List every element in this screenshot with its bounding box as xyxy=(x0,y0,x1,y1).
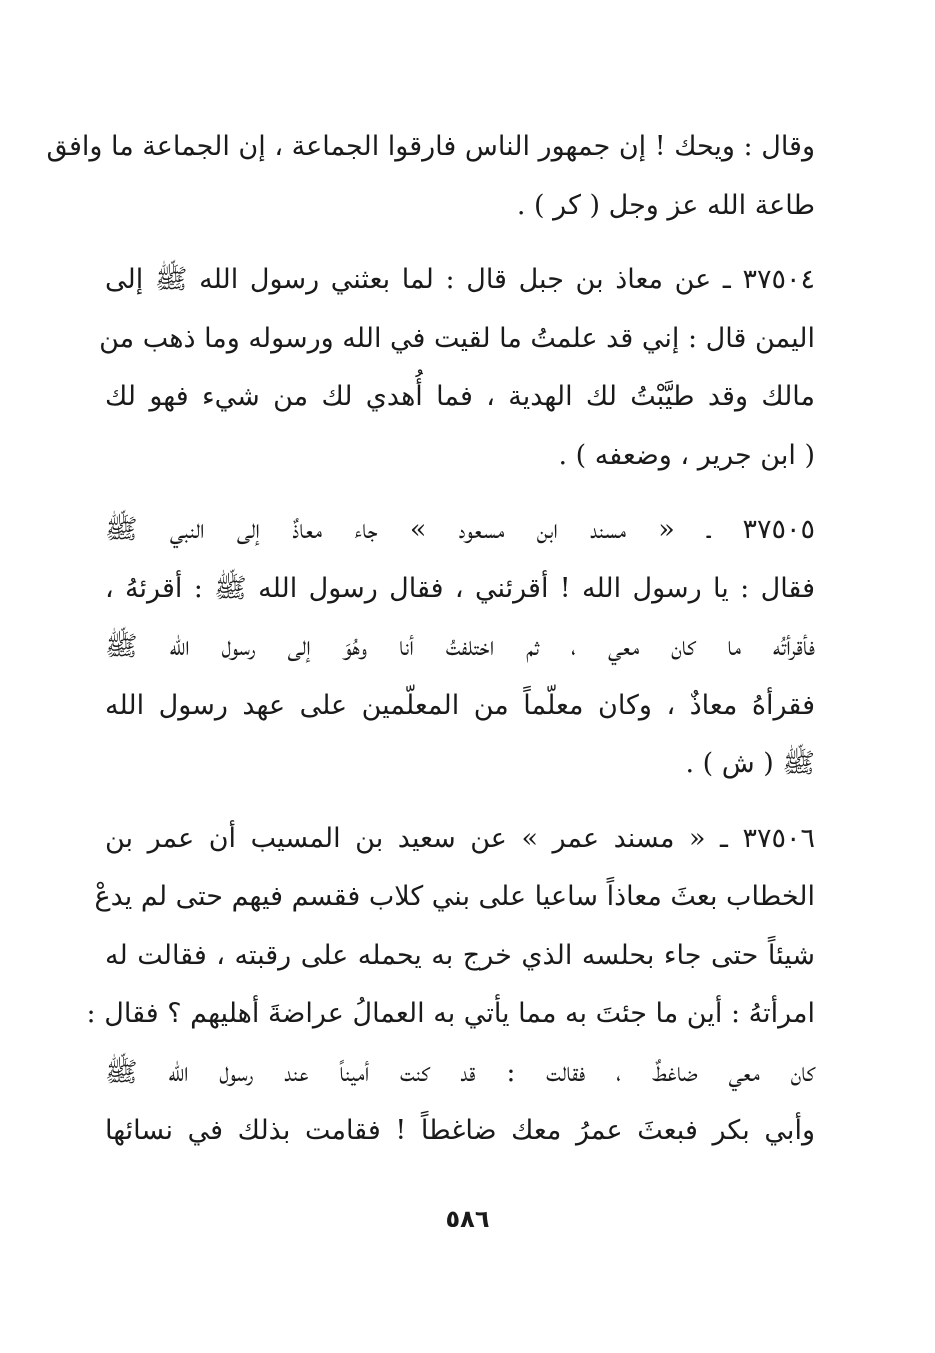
text-line: ٣٧٥٠٥ ـ « مسند ابن مسعود » جاء معاذٌ إلى النبي ﷺ xyxy=(105,514,815,545)
text-line: شيئاً حتى جاء بحلسه الذي خرج به يحمله على رقبته ، فقالت له xyxy=(105,939,815,971)
text-line: ( ابن جرير ، وضعفه ) . xyxy=(558,439,815,471)
text-line: ٣٧٥٠٦ ـ « مسند عمر » عن سعيد بن المسيب أن عمر بن xyxy=(105,822,815,854)
hadith-37504 xyxy=(99,251,815,485)
text-line: ٣٧٥٠٤ ـ عن معاذ بن جبل قال : لما بعثني رسول الله ﷺ إلى xyxy=(105,264,815,295)
text-line: الخطاب بعثَ معاذاً ساعيا على بني كلاب فقسم فيهم حتى لم يدعْ xyxy=(94,881,815,912)
page-body xyxy=(46,118,815,1177)
text-line: وأبي بكر فبعثَ عمرُ معك ضاغطاً ! فقامت بذلك في نسائها xyxy=(105,1115,815,1146)
text-line: فقرأهُ معاذٌ ، وكان معلّماً من المعلّمين على عهد رسول الله xyxy=(105,689,815,721)
text-line: فأقرأتُه ما كان معي ، ثم اختلفتُ أنا وهُوَ إلى رسول الله ﷺ xyxy=(105,631,815,662)
text-line: طاعة الله عز وجل ( كر ) . xyxy=(516,189,815,221)
text-line: مالك وقد طيَّبْتُ لك الهدية ، فما أُهدي لك من شيء فهو لك xyxy=(105,381,815,412)
text-line: وقال : ويحك ! إن جمهور الناس فارقوا الجماعة ، إن الجماعة ما وافق xyxy=(46,131,815,162)
text-line: اليمن قال : إني قد علمتُ ما لقيت في الله ورسوله وما ذهب من xyxy=(99,322,815,354)
text-line: كان معي ضاغطٌ ، فقالت : قد كنت أميناً عند رسول الله ﷺ xyxy=(105,1056,815,1088)
page-number: ٥٨٦ xyxy=(445,1205,490,1233)
hadith-37505 xyxy=(105,501,815,794)
text-line: ﷺ ( ش ) . xyxy=(685,748,815,779)
text-line: فقال : يا رسول الله ! أقرئني ، فقال رسول الله ﷺ : أقرئهُ ، xyxy=(105,572,815,604)
hadith-37506 xyxy=(86,810,815,1161)
text-line: امرأتهُ : أين ما جئتَ به مما يأتي به العمالُ عراضةَ أهليهم ؟ فقال : xyxy=(86,998,815,1029)
paragraph-continuation xyxy=(46,118,815,235)
